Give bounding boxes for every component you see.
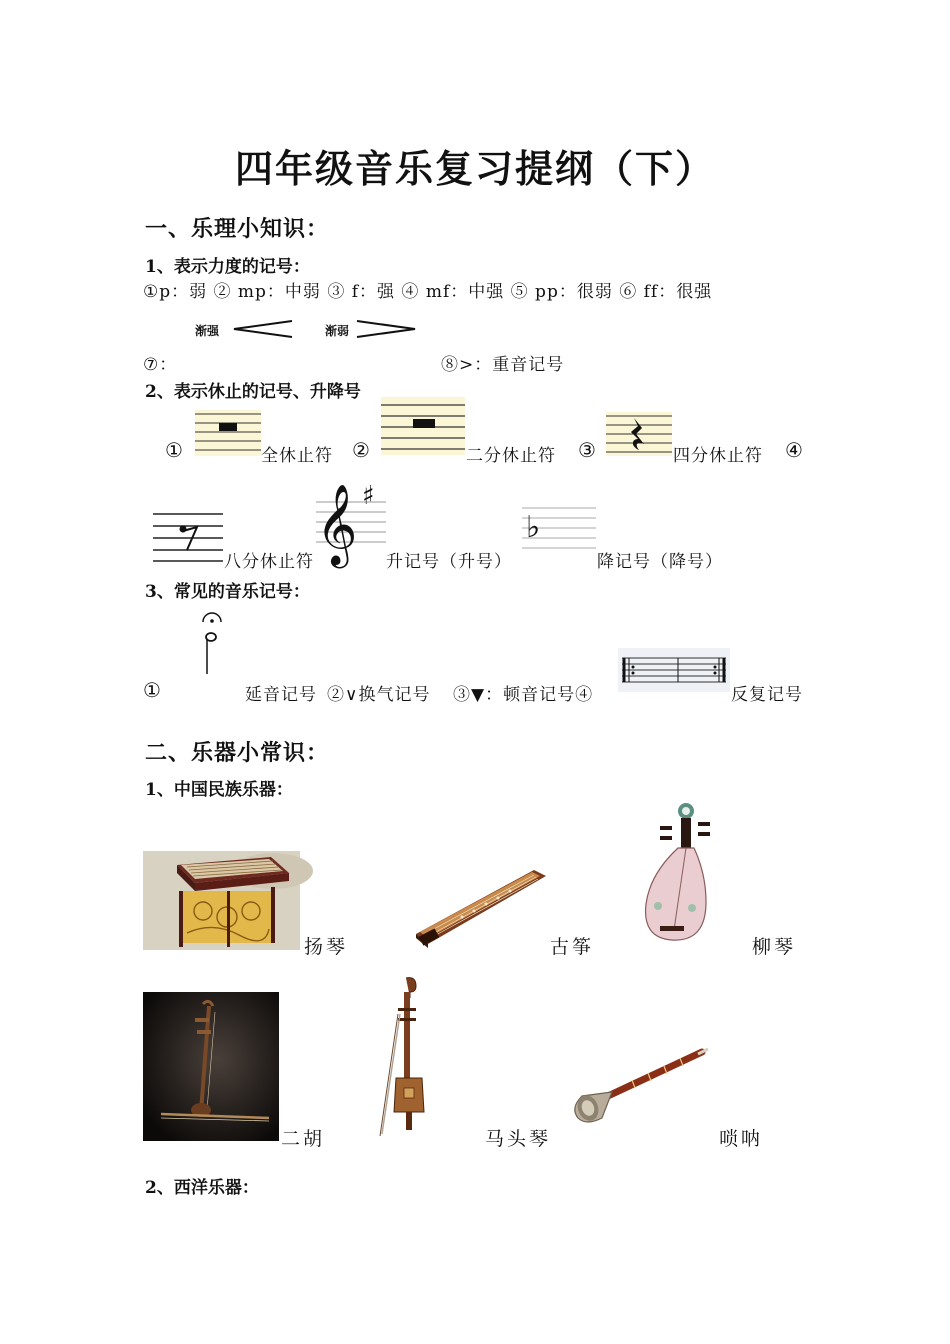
yangqin-image bbox=[143, 851, 300, 950]
breath-mark-label: ②∨换气记号 bbox=[327, 685, 431, 705]
section-1-heading: 一、乐理小知识： bbox=[145, 216, 330, 242]
dynamics-heading: 1、表示力度的记号： bbox=[145, 257, 310, 277]
liuqin-image bbox=[634, 802, 712, 944]
crescendo-label: 渐强 bbox=[195, 324, 220, 338]
matouqin-image bbox=[376, 974, 436, 1140]
svg-text:♭: ♭ bbox=[526, 510, 541, 545]
dynamics-line: ①p：弱 ② mp：中弱 ③ f：强 ④ mf：中强 ⑤ pp：很弱 ⑥ ff：很强 bbox=[143, 282, 713, 302]
suona-label: 唢呐 bbox=[719, 1128, 764, 1150]
eighth-rest-icon bbox=[153, 510, 223, 562]
suona-image bbox=[572, 1046, 710, 1128]
sharp-label: 升记号（升号） bbox=[386, 552, 512, 572]
liuqin-label: 柳琴 bbox=[752, 936, 797, 958]
guzheng-image bbox=[412, 862, 548, 948]
repeat-label: 反复记号 bbox=[731, 685, 803, 705]
half-rest-icon bbox=[381, 397, 465, 455]
erhu-image bbox=[143, 992, 279, 1141]
staccato-label: ③▼：顿音记号④ bbox=[453, 685, 594, 705]
crescendo-hairpin-icon bbox=[232, 318, 294, 340]
yangqin-label: 扬琴 bbox=[304, 936, 349, 958]
eighth-rest-label: 八分休止符 bbox=[224, 552, 314, 572]
item-7: ⑦： bbox=[143, 355, 178, 375]
svg-text:𝄞: 𝄞 bbox=[316, 483, 358, 565]
section-2-heading: 二、乐器小常识： bbox=[145, 740, 330, 766]
chinese-instruments-heading: 1、中国民族乐器： bbox=[145, 780, 293, 800]
erhu-label: 二胡 bbox=[281, 1128, 326, 1150]
western-instruments-heading: 2、西洋乐器： bbox=[145, 1178, 259, 1198]
item-8-accent: ⑧>：重音记号 bbox=[441, 355, 565, 375]
marks-heading: 3、常见的音乐记号： bbox=[145, 582, 310, 602]
treble-clef-sharp-icon bbox=[316, 476, 386, 565]
half-rest-label: 二分休止符 bbox=[466, 446, 556, 466]
quarter-rest-icon bbox=[606, 412, 672, 456]
decrescendo-hairpin-icon bbox=[355, 318, 417, 340]
repeat-sign-icon bbox=[618, 648, 730, 692]
matouqin-label: 马头琴 bbox=[485, 1128, 552, 1150]
guzheng-label: 古筝 bbox=[550, 936, 595, 958]
rests-heading: 2、表示休止的记号、升降号 bbox=[145, 382, 361, 402]
quarter-rest-label: 四分休止符 bbox=[673, 446, 763, 466]
whole-rest-label: 全休止符 bbox=[261, 446, 333, 466]
rest-number-1: ① bbox=[165, 438, 184, 462]
rest-number-3: ③ bbox=[578, 438, 597, 462]
fermata-note-icon bbox=[200, 612, 224, 676]
decrescendo-label: 渐弱 bbox=[325, 324, 350, 338]
fermata-label: 延音记号 bbox=[245, 685, 317, 705]
mark-number-1: ① bbox=[143, 678, 162, 702]
svg-text:♯: ♯ bbox=[362, 481, 375, 511]
whole-rest-icon bbox=[195, 410, 261, 456]
rest-number-2: ② bbox=[352, 438, 371, 462]
flat-icon bbox=[522, 504, 596, 554]
page-title: 四年级音乐复习提纲（下） bbox=[234, 146, 715, 191]
rest-number-4: ④ bbox=[785, 438, 804, 462]
flat-label: 降记号（降号） bbox=[597, 552, 723, 572]
